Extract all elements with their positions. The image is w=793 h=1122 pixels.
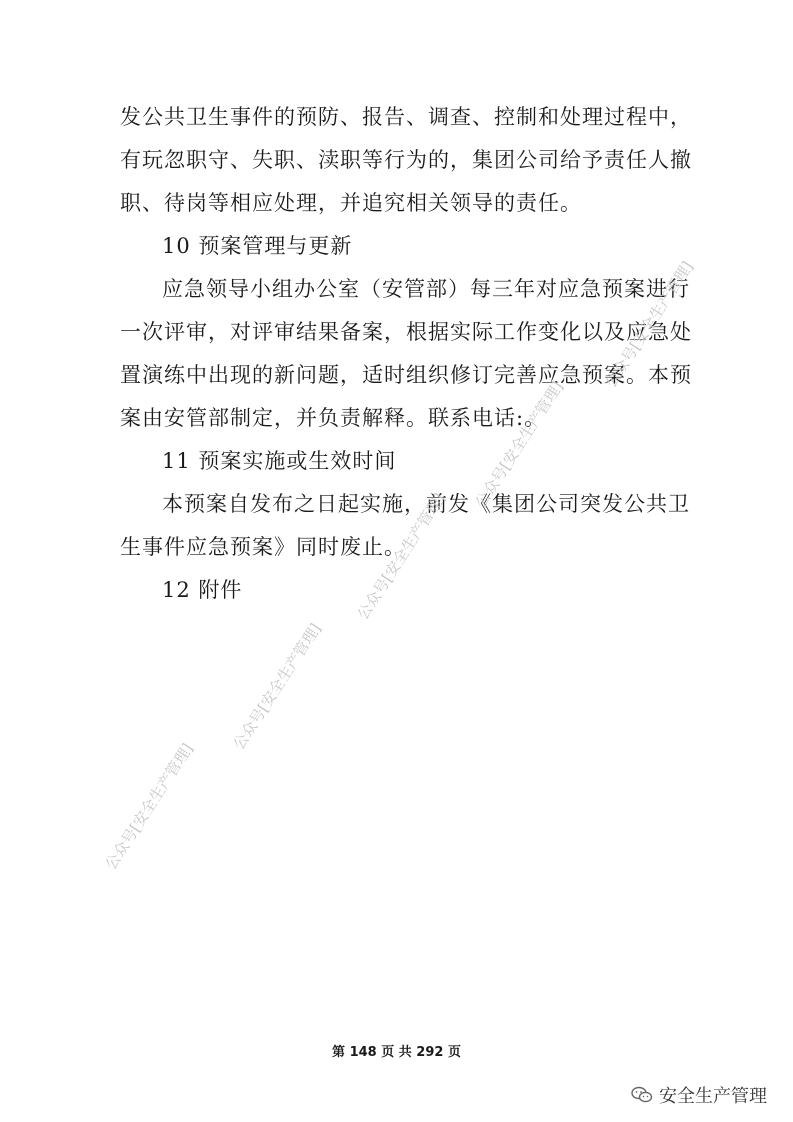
- watermark: 公众号[安全生产管理]: [471, 378, 567, 511]
- body-line: 应急领导小组办公室（安管部）每三年对应急预案进行: [162, 277, 690, 301]
- body-line: 案由安管部制定，并负责解释。联系电话:。: [120, 406, 547, 430]
- watermark: 公众号[安全生产管理]: [353, 490, 449, 623]
- section-heading: 11 预案实施或生效时间: [162, 449, 397, 473]
- brand-badge: [631, 1082, 767, 1108]
- brand-label: 安全生产管理: [659, 1086, 767, 1107]
- body-line: 本预案自发布之日起实施，前发《集团公司突发公共卫: [162, 492, 690, 516]
- section-heading: 10 预案管理与更新: [162, 234, 353, 258]
- page-footer: 第 148 页 共 292 页: [332, 1045, 461, 1060]
- body-line: 生事件应急预案》同时废止。: [120, 535, 406, 559]
- watermark: 公众号[安全生产管理]: [229, 620, 325, 753]
- body-line: 置演练中出现的新问题，适时组织修订完善应急预案。本预: [120, 363, 692, 387]
- watermark: 公众号[安全生产管理]: [601, 258, 697, 391]
- section-heading: 12 附件: [162, 578, 243, 602]
- wechat-icon: [631, 1086, 653, 1104]
- body-line: 有玩忽职守、失职、渎职等行为的，集团公司给予责任人撤: [120, 148, 692, 172]
- body-line: 职、待岗等相应处理，并追究相关领导的责任。: [120, 191, 582, 215]
- watermark: 公众号[安全生产管理]: [101, 740, 197, 873]
- body-line: 一次评审，对评审结果备案，根据实际工作变化以及应急处: [120, 320, 692, 344]
- body-line: 发公共卫生事件的预防、报告、调查、控制和处理过程中，: [120, 105, 692, 129]
